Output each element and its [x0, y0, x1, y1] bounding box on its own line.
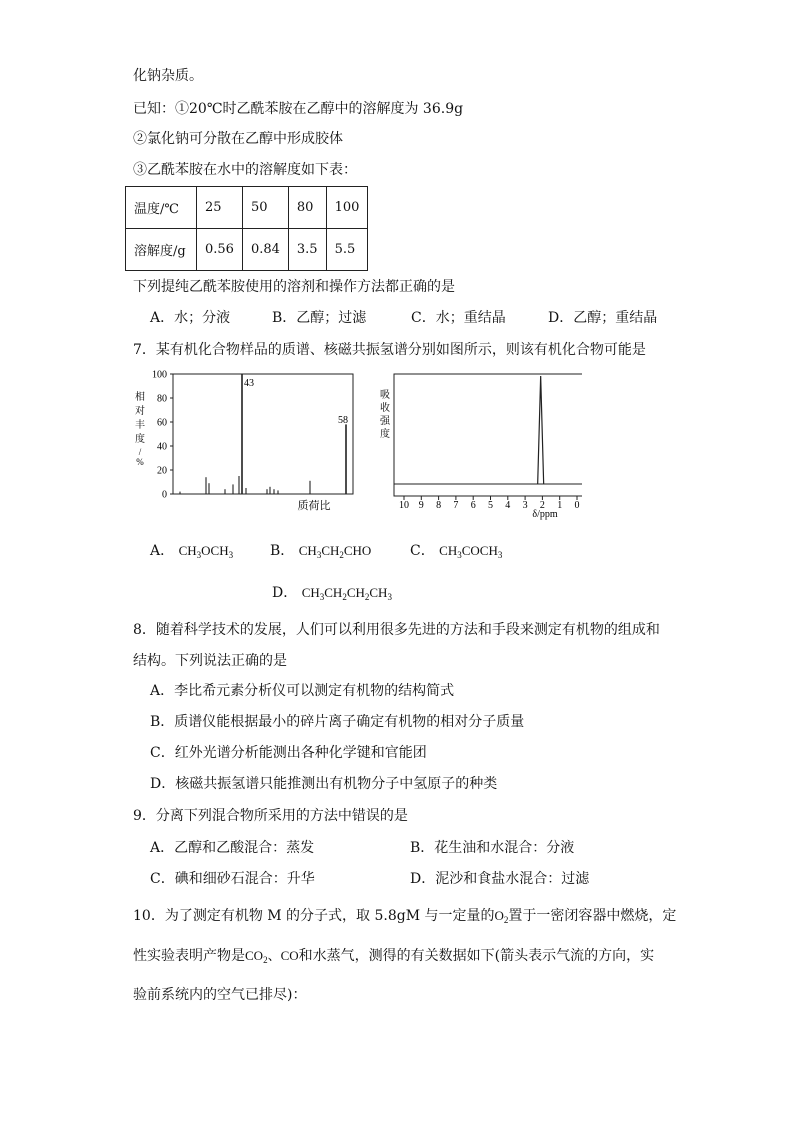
- q9-option-d: D．泥沙和食盐水混合：过滤: [410, 871, 590, 887]
- nmr-xtick-label: 2: [539, 500, 545, 511]
- ms-ytick-label: 20: [157, 465, 167, 477]
- nmr-ylabel-char: 强: [380, 416, 390, 427]
- ms-ylabel-char: 相: [135, 392, 145, 403]
- nmr-xtick-label: 10: [399, 500, 409, 511]
- ms-plot-frame: [173, 374, 353, 494]
- formula-image: $CH_3OCH_3$: [178, 543, 234, 560]
- q7-option-b-label: B．: [270, 543, 295, 559]
- solubility-table: [125, 186, 368, 271]
- nmr-xtick-label: 5: [488, 500, 493, 511]
- q6-option-a: A．水；分液: [150, 310, 231, 326]
- ms-ytick-label: 0: [162, 489, 167, 501]
- ms-ylabel-char: 度: [135, 434, 145, 445]
- formula-image: $CH_3CH_2CHO$: [298, 543, 372, 560]
- known-fact-3: ③乙酰苯胺在水中的溶解度如下表：: [133, 162, 357, 178]
- question-8-stem: 8．随着科学技术的发展，人们可以利用很多先进的方法和手段来测定有机物的组成和: [133, 622, 660, 638]
- question-8-stem-cont: 结构。下列说法正确的是: [133, 653, 287, 669]
- nmr-xtick-label: 7: [453, 500, 459, 511]
- q9-option-c: C．碘和细砂石混合：升华: [150, 871, 315, 887]
- nmr-xtick-label: 9: [418, 500, 424, 511]
- q10-text: 置于一密闭容器中燃烧，定: [508, 908, 677, 924]
- ms-ylabel-char: /: [138, 447, 142, 457]
- q6-option-b: B．乙醇；过滤: [272, 310, 367, 326]
- known-fact-2: ②氯化钠可分散在乙醇中形成胶体: [133, 131, 343, 147]
- nmr-xtick-label: 3: [522, 500, 528, 511]
- nmr-xlabel: δ/ppm: [532, 509, 558, 520]
- table-cell: 100: [326, 187, 368, 229]
- q8-option-c: C．红外光谱分析能测出各种化学键和官能团: [150, 745, 427, 761]
- nmr-xtick-label: 8: [436, 500, 442, 511]
- question-7-stem: 7．某有机化合物样品的质谱、核磁共振氢谱分别如图所示，则该有机化合物可能是: [133, 342, 646, 358]
- q8-option-a: A．李比希元素分析仪可以测定有机物的结构简式: [150, 683, 455, 699]
- q8-option-b: B．质谱仪能根据最小的碎片离子确定有机物的相对分子质量: [150, 714, 525, 730]
- ms-ytick-label: 40: [157, 441, 167, 453]
- table-cell: 0.84: [242, 229, 288, 271]
- table-cell: 80: [288, 187, 326, 229]
- nmr-ylabel-char: 吸: [380, 390, 390, 401]
- nmr-plot-frame: [394, 374, 582, 496]
- ms-ylabel-char: 丰: [135, 420, 145, 431]
- q7-option-a-label: A．: [150, 543, 175, 559]
- formula-image: $CH_3CH_2CH_2CH_3$: [301, 585, 392, 602]
- ms-ytick-label: 80: [157, 393, 167, 405]
- ms-ylabel-char: 对: [135, 406, 145, 417]
- ms-ylabel-char: %: [136, 457, 144, 467]
- q7-option-c-label: C．: [410, 543, 435, 559]
- question-10-stem-end: 验前系统内的空气已排尽)：: [133, 987, 307, 1003]
- ms-data-label: 58: [338, 415, 348, 426]
- table-cell: 50: [242, 187, 288, 229]
- nmr-xtick-label: 6: [470, 500, 476, 511]
- q9-option-b: B．花生油和水混合：分液: [410, 840, 575, 856]
- table-cell: 溶解度/g: [126, 229, 197, 271]
- nmr-xtick-label: 0: [574, 500, 580, 511]
- nmr-spectrum-chart: [377, 370, 582, 520]
- q9-option-a: A．乙醇和乙酸混合：蒸发: [150, 840, 315, 856]
- table-cell: 温度/℃: [126, 187, 197, 229]
- table-cell: 0.56: [197, 229, 243, 271]
- ms-xlabel: 质荷比: [297, 500, 331, 512]
- ms-data-label: 43: [244, 378, 254, 389]
- q7-option-b: [270, 541, 371, 565]
- q7-option-d: [272, 583, 392, 607]
- formula-image: $CH_3COCH_3$: [439, 543, 503, 560]
- question-10-stem-cont: [133, 946, 654, 970]
- table-row: [126, 187, 368, 229]
- nmr-xtick-label: 1: [557, 500, 563, 511]
- ms-ytick-label: 100: [152, 369, 167, 381]
- formula-image: $O_2$: [494, 908, 509, 925]
- ms-ytick-label: 60: [157, 417, 167, 429]
- q10-text: 10．为了测定有机物 M 的分子式，取 5.8gM 与一定量的: [133, 908, 495, 924]
- question-10-stem: [133, 906, 676, 930]
- table-cell: 3.5: [288, 229, 326, 271]
- nmr-peak: [538, 376, 544, 484]
- table-row: [126, 229, 368, 271]
- question-9-stem: 9．分离下列混合物所采用的方法中错误的是: [133, 808, 408, 824]
- q7-option-a: [150, 541, 233, 565]
- table-cell: 25: [197, 187, 243, 229]
- nmr-xtick-label: 4: [505, 500, 511, 511]
- known-fact-1: 已知：①20℃时乙酰苯胺在乙醇中的溶解度为 36.9g: [133, 101, 464, 117]
- formula-image: $CO_2$、CO: [245, 948, 299, 965]
- q10-text: 和水蒸气，测得的有关数据如下(箭头表示气流的方向，实: [298, 948, 655, 964]
- intro-text: 化钠杂质。: [133, 68, 203, 84]
- nmr-ylabel-char: 收: [380, 403, 390, 414]
- table-cell: 5.5: [326, 229, 368, 271]
- nmr-ylabel-char: 度: [380, 429, 390, 440]
- q7-option-d-label: D．: [272, 585, 298, 601]
- mass-spectrum-chart: [130, 368, 360, 514]
- q6-option-c: C．水；重结晶: [411, 310, 506, 326]
- q10-text: 性实验表明产物是: [133, 948, 245, 964]
- q7-option-c: [410, 541, 502, 565]
- q6-option-d: D．乙醇；重结晶: [548, 310, 658, 326]
- question-6-stem: 下列提纯乙酰苯胺使用的溶剂和操作方法都正确的是: [133, 279, 455, 295]
- q8-option-d: D．核磁共振氢谱只能推测出有机物分子中氢原子的种类: [150, 776, 498, 792]
